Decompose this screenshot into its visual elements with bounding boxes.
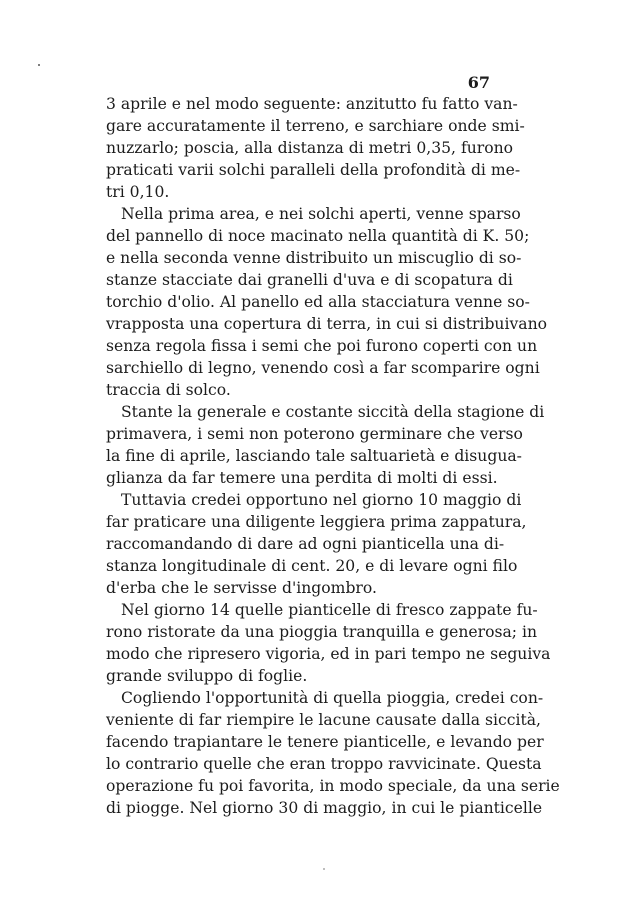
text-line: 3 aprile e nel modo seguente: anzitutto fu fatto van- xyxy=(106,95,518,113)
text-line: torchio d'olio. Al panello ed alla stacciatura venne so- xyxy=(106,293,530,311)
text-line: stanze stacciate dai granelli d'uva e di scopatura di xyxy=(106,271,513,289)
text-line: primavera, i semi non poterono germinare che verso xyxy=(106,425,523,443)
text-line: rono ristorate da una pioggia tranquilla e generosa; in xyxy=(106,623,538,641)
paragraph-first-line: Tuttavia credei opportuno nel giorno 10 maggio di xyxy=(121,491,522,509)
text-line: e nella seconda venne distribuito un miscuglio di so- xyxy=(106,249,522,267)
page-number: 67 xyxy=(467,73,490,92)
text-line: la fine di aprile, lasciando tale saltuarietà e disugua- xyxy=(106,447,522,465)
text-line: veniente di far riempire le lacune causate dalla siccità, xyxy=(106,711,542,729)
paragraph-first-line: Nel giorno 14 quelle pianticelle di fresco zappate fu- xyxy=(121,601,538,619)
text-line: modo che ripresero vigoria, ed in pari tempo ne seguiva xyxy=(106,645,551,663)
text-line: vrapposta una copertura di terra, in cui si distribuivano xyxy=(106,315,548,333)
text-line: del pannello di noce macinato nella quantità di K. 50; xyxy=(106,227,530,245)
text-line: traccia di solco. xyxy=(106,381,231,399)
paragraph-first-line: Stante la generale e costante siccità della stagione di xyxy=(121,403,545,421)
text-line: grande sviluppo di foglie. xyxy=(106,667,308,685)
text-line: operazione fu poi favorita, in modo speciale, da una serie xyxy=(106,777,560,795)
text-line: far praticare una diligente leggiera prima zappatura, xyxy=(106,513,527,531)
paragraph-first-line: Cogliendo l'opportunità di quella pioggia, credei con- xyxy=(121,689,544,707)
paragraph-first-line: Nella prima area, e nei solchi aperti, venne sparso xyxy=(121,205,521,223)
text-line: lo contrario quelle che eran troppo ravvicinate. Questa xyxy=(106,755,542,773)
text-line: sarchiello di legno, venendo così a far scomparire ogni xyxy=(106,359,540,377)
text-line: di piogge. Nel giorno 30 di maggio, in cui le pianticelle xyxy=(106,799,543,817)
paper-speck xyxy=(38,64,40,66)
text-line: stanza longitudinale di cent. 20, e di levare ogni filo xyxy=(106,557,518,575)
text-line: tri 0,10. xyxy=(106,183,170,201)
text-line: raccomandando di dare ad ogni pianticella una di- xyxy=(106,535,505,553)
text-line: senza regola fissa i semi che poi furono coperti con un xyxy=(106,337,538,355)
text-line: facendo trapiantare le tenere pianticelle, e levando per xyxy=(106,733,544,751)
text-line: d'erba che le servisse d'ingombro. xyxy=(106,579,377,597)
text-line: praticati varii solchi paralleli della profondità di me- xyxy=(106,161,521,179)
text-line: nuzzarlo; poscia, alla distanza di metri 0,35, furono xyxy=(106,139,514,157)
text-line: glianza da far temere una perdita di molti di essi. xyxy=(106,469,498,487)
paper-speck xyxy=(323,868,325,870)
text-line: gare accuratamente il terreno, e sarchiare onde smi- xyxy=(106,117,525,135)
